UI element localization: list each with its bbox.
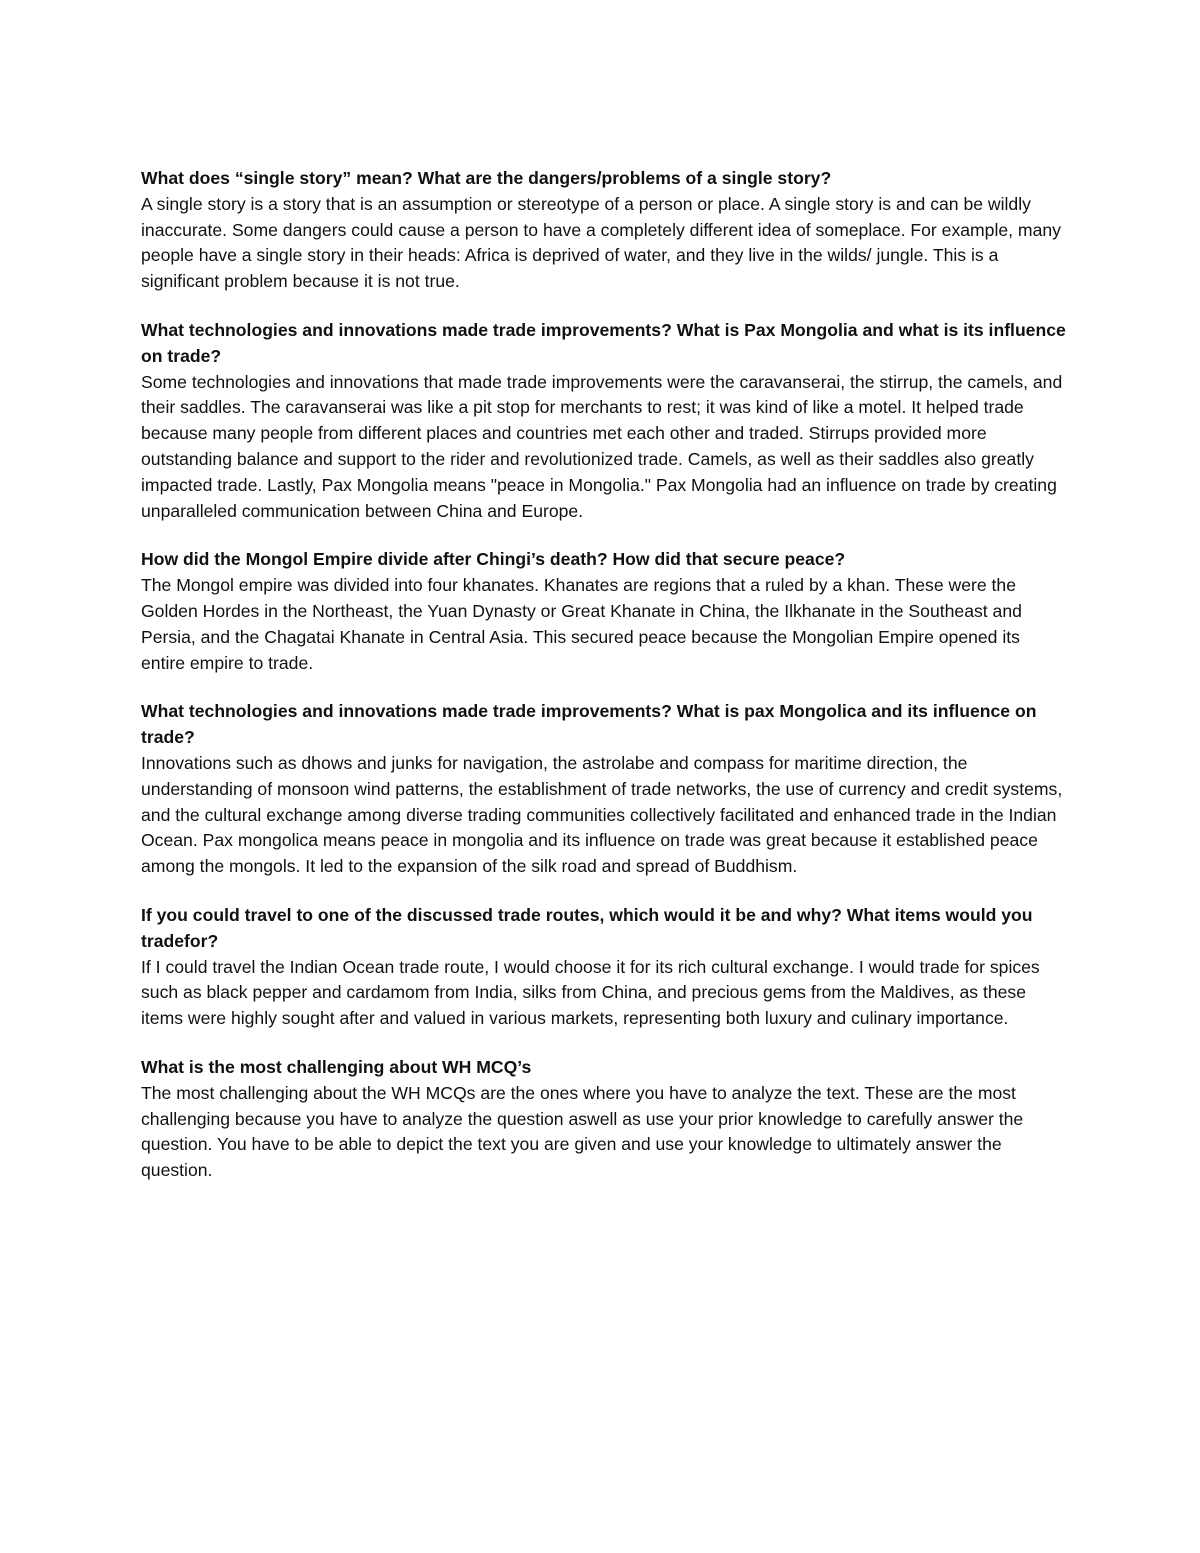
qa-section-wh-mcq (141, 1055, 1066, 1184)
qa-section-mongol-empire-division (141, 547, 1066, 676)
answer-paragraph: A single story is a story that is an assumption or stereotype of a person or place. A single story is and can be wildly inaccurate. Some dangers could cause a person to have a completely different idea of someplace. For example, many people have a single story in their heads: Africa is deprived of water, and they live in the wilds/ jungle. This is a significant problem because it is not true. (141, 193, 1061, 292)
qa-section-single-story (141, 166, 1066, 295)
answer-paragraph: The most challenging about the WH MCQs are the ones where you have to analyze the text. These are the most challenging because you have to analyze the question aswell as use your prior knowledge to carefully answer the question. You have to be able to depict the text you are given and use your knowledge to ultimately answer the question. (141, 1082, 1024, 1181)
qa-section-trade-route-travel (141, 903, 1066, 1032)
question-heading: What technologies and innovations made trade improvements? What is pax Mongolica and its influence on trade? (141, 701, 1037, 748)
question-heading: What does “single story” mean? What are the dangers/problems of a single story? (141, 168, 832, 188)
question-heading: What is the most challenging about WH MCQ’s (141, 1056, 532, 1077)
question-heading: What technologies and innovations made trade improvements? What is Pax Mongolia and what is its influence on trade? (141, 319, 1066, 366)
document-page (141, 166, 1066, 1207)
question-heading: How did the Mongol Empire divide after Chingi’s death? How did that secure peace? (141, 549, 846, 570)
qa-section-pax-mongolia (141, 318, 1066, 524)
answer-paragraph: The Mongol empire was divided into four khanates. Khanates are regions that a ruled by a khan. These were the Golden Hordes in the Northeast, the Yuan Dynasty or Great Khanate in China, the Ilkhanate in the Southeast and Persia, and the Chagatai Khanate in Central Asia. This secured peace because the Mongolian Empire opened its entire empire to trade. (141, 575, 1022, 673)
answer-paragraph: Innovations such as dhows and junks for navigation, the astrolabe and compass for maritime direction, the understanding of monsoon wind patterns, the establishment of trade networks, the use of currency and credit systems, and the cultural exchange among diverse trading communities collectively facilitated and enhanced trade in the Indian Ocean. Pax mongolica means peace in mongolia and its influence on trade was great because it established peace among the mongols. It led to the expansion of the silk road and spread of Buddhism. (141, 752, 1063, 877)
qa-section-pax-mongolica (141, 699, 1066, 880)
question-heading: If you could travel to one of the discussed trade routes, which would it be and why? What items would you tradefor? (141, 904, 1033, 951)
answer-paragraph: Some technologies and innovations that made trade improvements were the caravanserai, the stirrup, the camels, and their saddles. The caravanserai was like a pit stop for merchants to rest; it was kind of like a motel. It helped trade because many people from different places and countries met each other and traded. Stirrups provided more outstanding balance and support to the rider and revolutionized trade. Camels, as well as their saddles also greatly impacted trade. Lastly, Pax Mongolia means "peace in Mongolia." Pax Mongolia had an influence on trade by creating unparalleled communication between China and Europe. (141, 371, 1063, 521)
answer-paragraph: If I could travel the Indian Ocean trade route, I would choose it for its rich cultural exchange. I would trade for spices such as black pepper and cardamom from India, silks from China, and precious gems from the Maldives, as these items were highly sought after and valued in various markets, representing both luxury and culinary importance. (141, 956, 1040, 1029)
